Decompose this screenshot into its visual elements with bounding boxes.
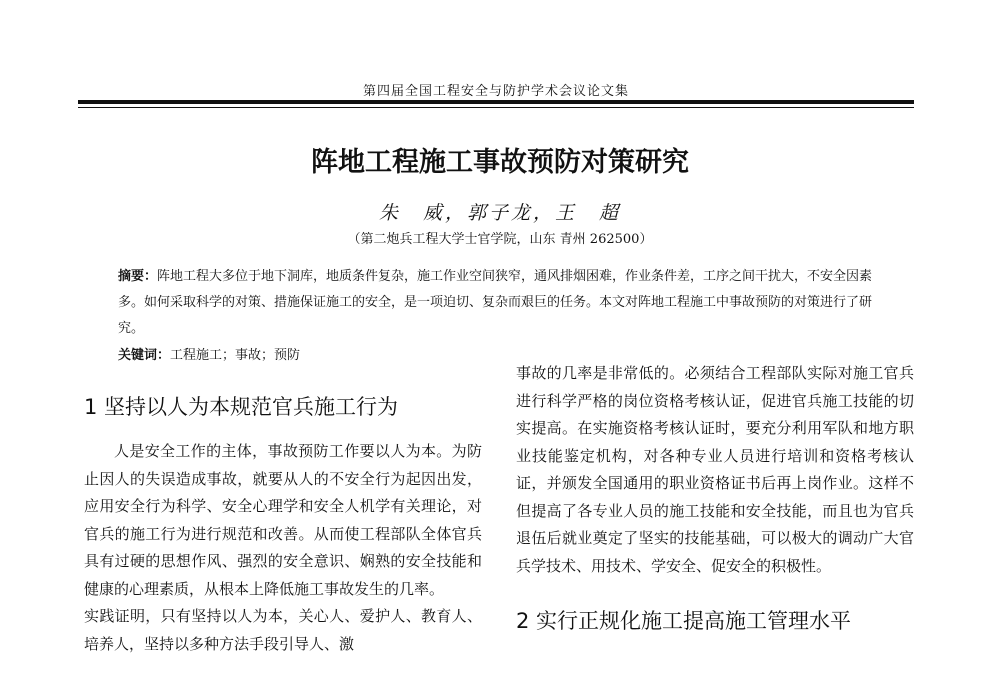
abstract-text: 阵地工程大多位于地下洞库，地质条件复杂，施工作业空间狭窄，通风排烟困难，作业条件差，工序之间干扰大，不安全因素多。如何采取科学的对策、措施保证施工的安全，是一项迫切、复杂而艰巨的任务。本文对阵地工程施工中事故预防的对策进行了研究。 bbox=[118, 269, 873, 336]
running-header: 第四届全国工程安全与防护学术会议论文集 bbox=[362, 84, 629, 99]
abstract bbox=[118, 264, 888, 342]
section-2-heading: 2 实行正规化施工提高施工管理水平 bbox=[516, 609, 852, 633]
abstract-label: 摘要： bbox=[118, 269, 158, 284]
section-1-heading: 1 坚持以人为本规范官兵施工行为 bbox=[84, 395, 399, 419]
paper-affiliation: （第二炮兵工程大学士官学院，山东 青州 262500） bbox=[347, 232, 653, 247]
right-column-paragraph: 事故的几率是非常低的。必须结合工程部队实际对施工官兵进行科学严格的岗位资格考核认证，促进官兵施工技能的切实提高。在实施资格考核认证时，要充分利用军队和地方职业技能鉴定机构，对各种专业人员进行培训和资格考核认证，并颁发全国通用的职业资格证书后再上岗作业。这样不但提高了各专业人员的施工技能和安全技能，而且也为官兵退伍后就业奠定了坚实的技能基础，可以极大的调动广大官兵学技术、用技术、学安全、促安全的积极性。 bbox=[516, 364, 914, 575]
keywords-label: 关键词： bbox=[118, 348, 171, 363]
header-rule-thin bbox=[78, 107, 914, 108]
header-rule-thick bbox=[78, 100, 914, 104]
keywords-text: 工程施工；事故；预防 bbox=[170, 348, 301, 363]
section-1-paragraph-2: 实践证明，只有坚持以人为本，关心人、爱护人、教育人、培养人，坚持以多种方法手段引导人、激 bbox=[84, 607, 482, 653]
left-column bbox=[84, 392, 482, 658]
section-1-paragraph-1: 人是安全工作的主体，事故预防工作要以人为本。为防止因人的失误造成事故，就要从人的不安全行为起因出发，应用安全行为科学、安全心理学和安全人机学有关理论，对官兵的施工行为进行规范和改善。从而使工程部队全体官兵具有过硬的思想作风、强烈的安全意识、娴熟的安全技能和健康的心理素质，从根本上降低施工事故发生的几率。 bbox=[84, 442, 482, 598]
paper-authors: 朱 威，郭子龙，王 超 bbox=[378, 202, 621, 224]
paper-title: 阵地工程施工事故预防对策研究 bbox=[311, 147, 689, 178]
right-column bbox=[516, 360, 914, 636]
